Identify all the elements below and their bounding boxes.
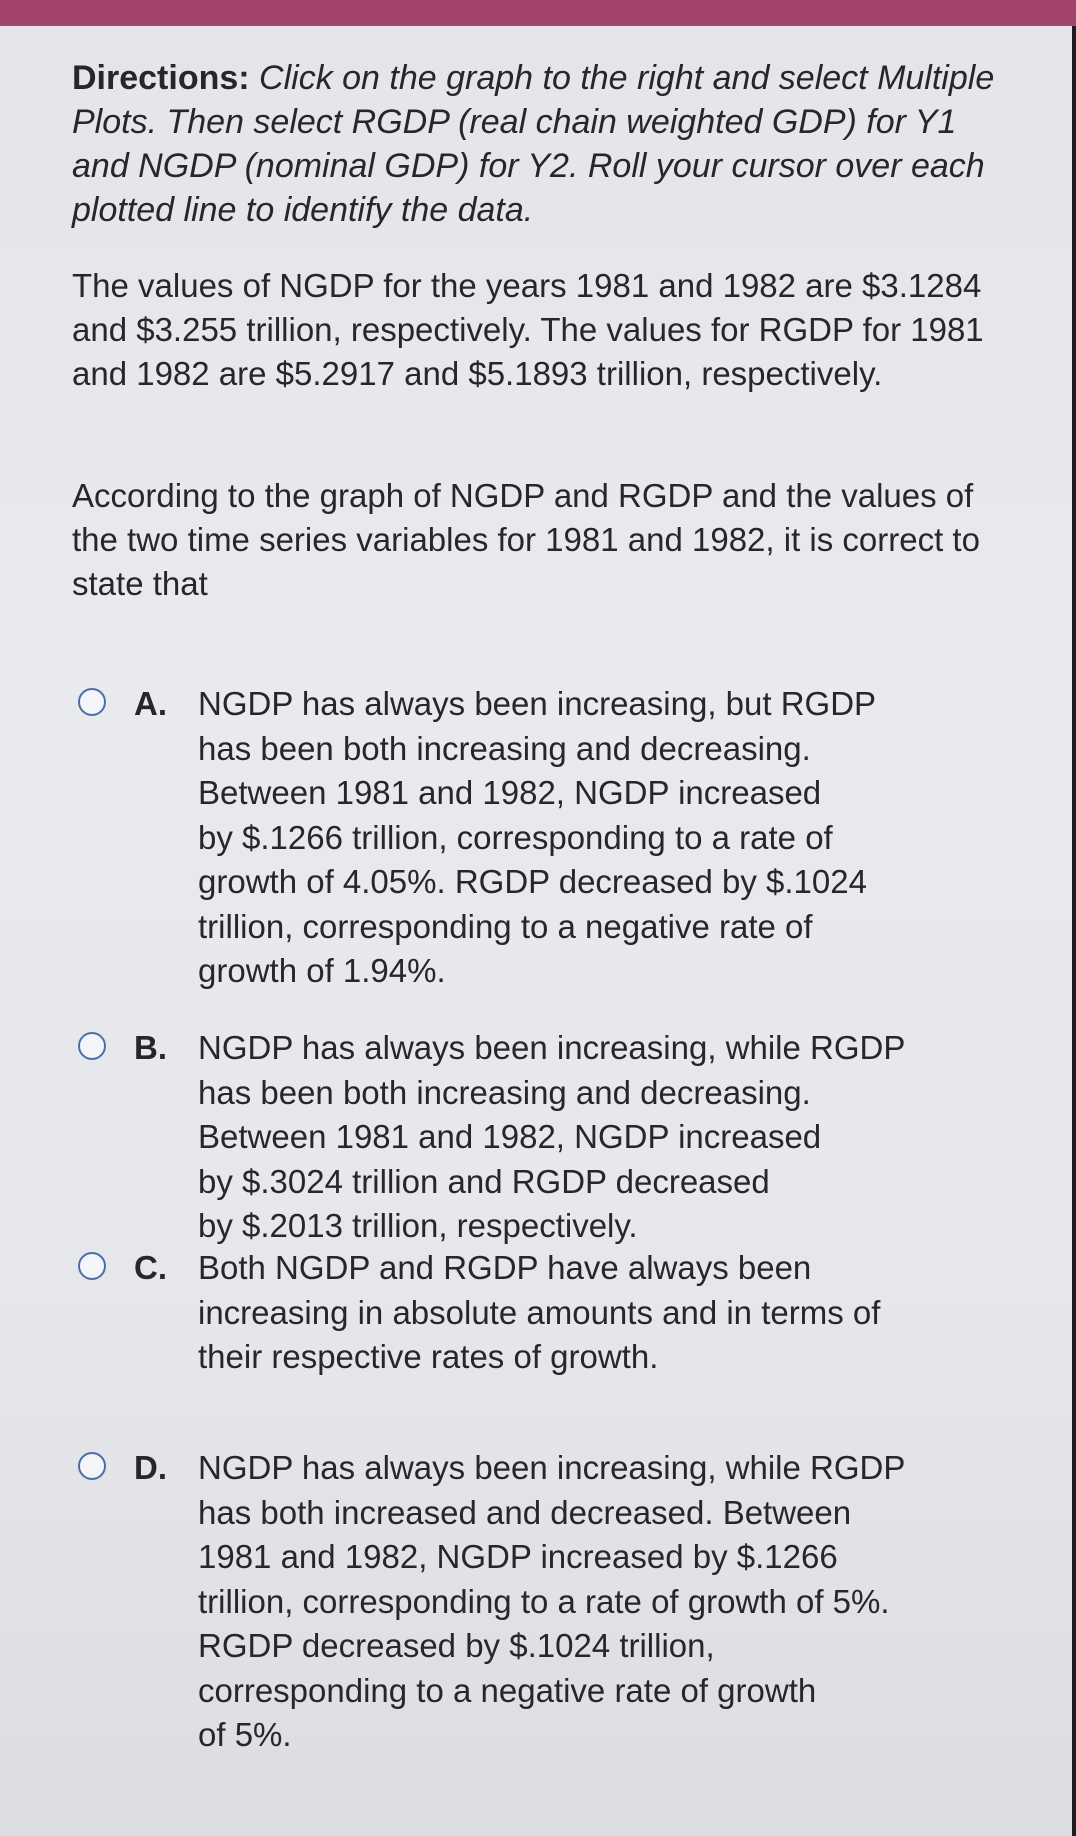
directions-text	[72, 56, 1012, 232]
data-values-paragraph: The values of NGDP for the years 1981 and 1982 are $3.1284 and $3.255 trillion, respectively. The values for RGDP for 1981 and 1982 are $5.2917 and $5.1893 trillion, respectively.	[72, 267, 984, 392]
radio-button-c[interactable]	[78, 1252, 106, 1280]
option-letter-c: C.	[134, 1249, 167, 1286]
directions-body: Click on the graph to the right and select Multiple Plots. Then select RGDP (real chain weighted GDP) for Y1 and NGDP (nominal GDP) for Y2. Roll your cursor over each plotted line to identify the data.	[72, 59, 995, 229]
radio-button-a[interactable]	[78, 688, 106, 716]
option-letter-d: D.	[134, 1449, 167, 1486]
question-panel	[0, 26, 1076, 1836]
option-letter-a: A.	[134, 685, 167, 722]
radio-button-d[interactable]	[78, 1452, 106, 1480]
radio-button-b[interactable]	[78, 1032, 106, 1060]
question-prompt: According to the graph of NGDP and RGDP and the values of the two time series variables for 1981 and 1982, it is correct to state that	[72, 477, 980, 602]
option-text-b[interactable]: NGDP has always been increasing, while RGDP has been both increasing and decreasing. Between 1981 and 1982, NGDP increased by $.3024 trillion and RGDP decreased by $.2013 trillion, respectively.	[198, 1029, 906, 1244]
option-text-a[interactable]: NGDP has always been increasing, but RGDP has been both increasing and decreasing. Between 1981 and 1982, NGDP increased by $.1266 trillion, corresponding to a rate of growth of 4.05%. RGDP decreased by $.1024 trillion, corresponding to a negative rate of growth of 1.94%.	[198, 685, 877, 989]
option-text-c[interactable]: Both NGDP and RGDP have always been increasing in absolute amounts and in terms of their respective rates of growth.	[198, 1249, 881, 1375]
directions-label: Directions:	[72, 59, 250, 97]
top-accent-strip	[0, 0, 1076, 26]
option-letter-b: B.	[134, 1029, 167, 1066]
option-text-d[interactable]: NGDP has always been increasing, while RGDP has both increased and decreased. Between 1981 and 1982, NGDP increased by $.1266 trillion, corresponding to a rate of growth of 5%. RGDP decreased by $.1024 trillion, corresponding to a negative rate of growth of 5%.	[198, 1449, 906, 1753]
